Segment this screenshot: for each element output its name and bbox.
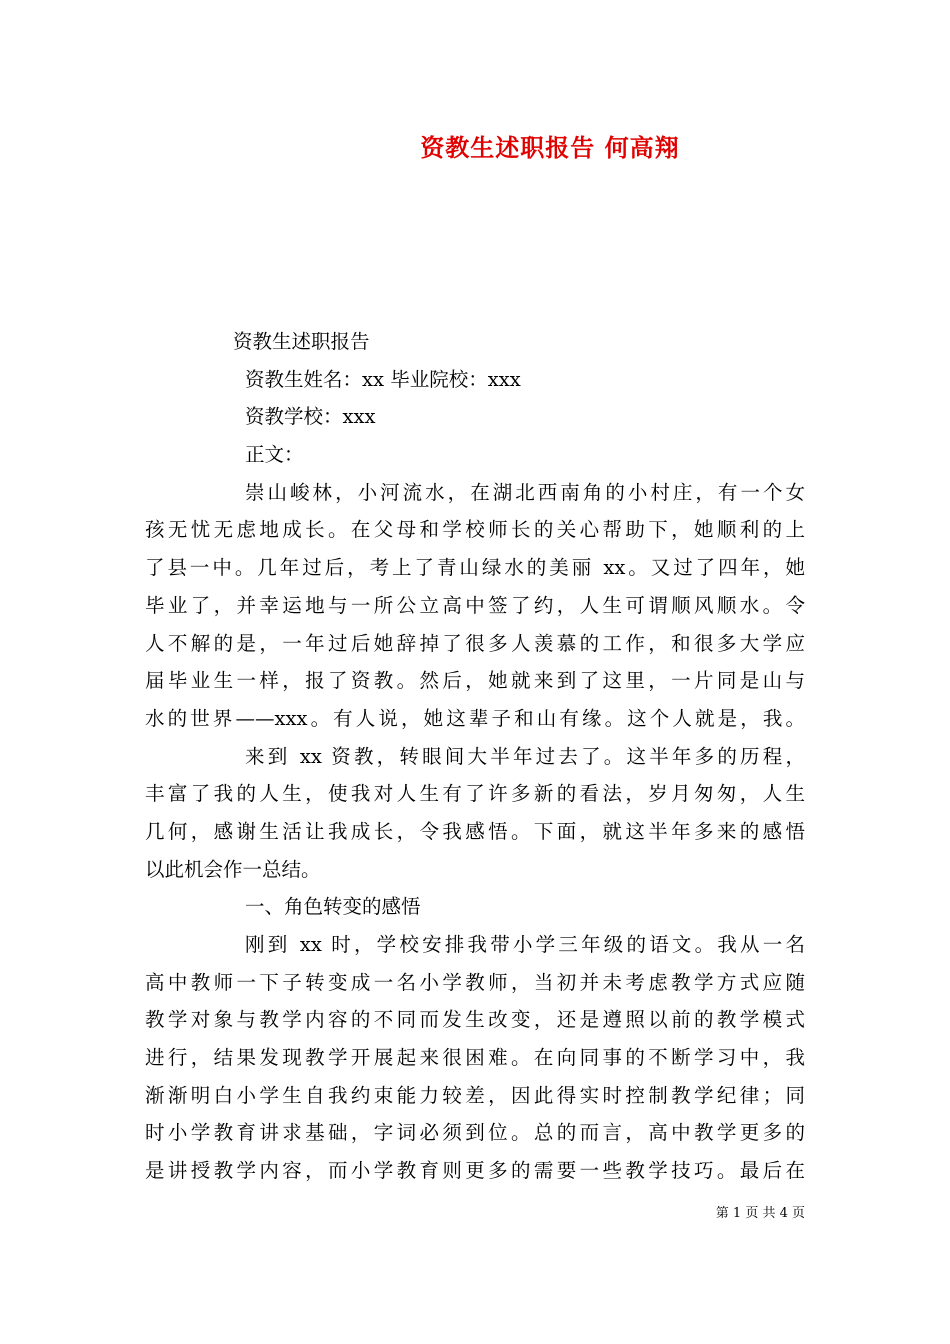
body-line: 资教生姓名：xx 毕业院校：xxx bbox=[245, 367, 521, 391]
body-line: 崇山峻林，小河流水，在湖北西南角的小村庄，有一个女 bbox=[245, 480, 805, 504]
body-line: 是讲授教学内容，而小学教育则更多的需要一些教学技巧。最后在 bbox=[145, 1159, 805, 1183]
body-line: 刚到 xx 时，学校安排我带小学三年级的语文。我从一名 bbox=[245, 933, 805, 956]
body-line: 高中教师一下子转变成一名小学教师，当初并未考虑教学方式应随 bbox=[145, 970, 805, 994]
body-line: 一、角色转变的感悟 bbox=[245, 895, 421, 919]
body-line: 渐渐明白小学生自我约束能力较差，因此得实时控制教学纪律；同 bbox=[145, 1083, 805, 1107]
body-line: 丰富了我的人生，使我对人生有了许多新的看法，岁月匆匆，人生 bbox=[145, 782, 805, 806]
body-line: 教学对象与教学内容的不同而发生改变，还是遵照以前的教学模式 bbox=[145, 1008, 805, 1032]
body-line: 孩无忧无虑地成长。在父母和学校师长的关心帮助下，她顺利的上 bbox=[145, 518, 805, 542]
document-title: 资教生述职报告 何高翔 bbox=[420, 133, 680, 162]
body-line: 正文： bbox=[245, 443, 304, 467]
body-line: 资教学校：xxx bbox=[245, 405, 376, 429]
document-body bbox=[145, 323, 805, 1190]
body-line: 毕业了，并幸运地与一所公立高中签了约，人生可谓顺风顺水。令 bbox=[145, 593, 805, 617]
body-line: 几何，感谢生活让我成长，令我感悟。下面，就这半年多来的感悟 bbox=[145, 819, 805, 843]
body-line: 来到 xx 资教，转眼间大半年过去了。这半年多的历程， bbox=[245, 744, 805, 768]
body-line: 水的世界——xxx。有人说，她这辈子和山有缘。这个人就是，我。 bbox=[145, 706, 805, 730]
body-line: 了县一中。几年过后，考上了青山绿水的美丽 xx。又过了四年，她 bbox=[145, 556, 805, 580]
body-line: 人不解的是，一年过后她辞掉了很多人羡慕的工作，和很多大学应 bbox=[145, 631, 805, 655]
body-line: 以此机会作一总结。 bbox=[145, 857, 321, 881]
body-line: 进行，结果发现教学开展起来很困难。在向同事的不断学习中，我 bbox=[145, 1046, 805, 1070]
body-line: 资教生述职报告 bbox=[233, 330, 370, 353]
page-number-footer: 第 1 页 共 4 页 bbox=[715, 1206, 805, 1221]
body-line: 届毕业生一样，报了资教。然后，她就来到了这里，一片同是山与 bbox=[145, 669, 805, 693]
body-line: 时小学教育讲求基础，字词必须到位。总的而言，高中教学更多的 bbox=[145, 1121, 805, 1145]
